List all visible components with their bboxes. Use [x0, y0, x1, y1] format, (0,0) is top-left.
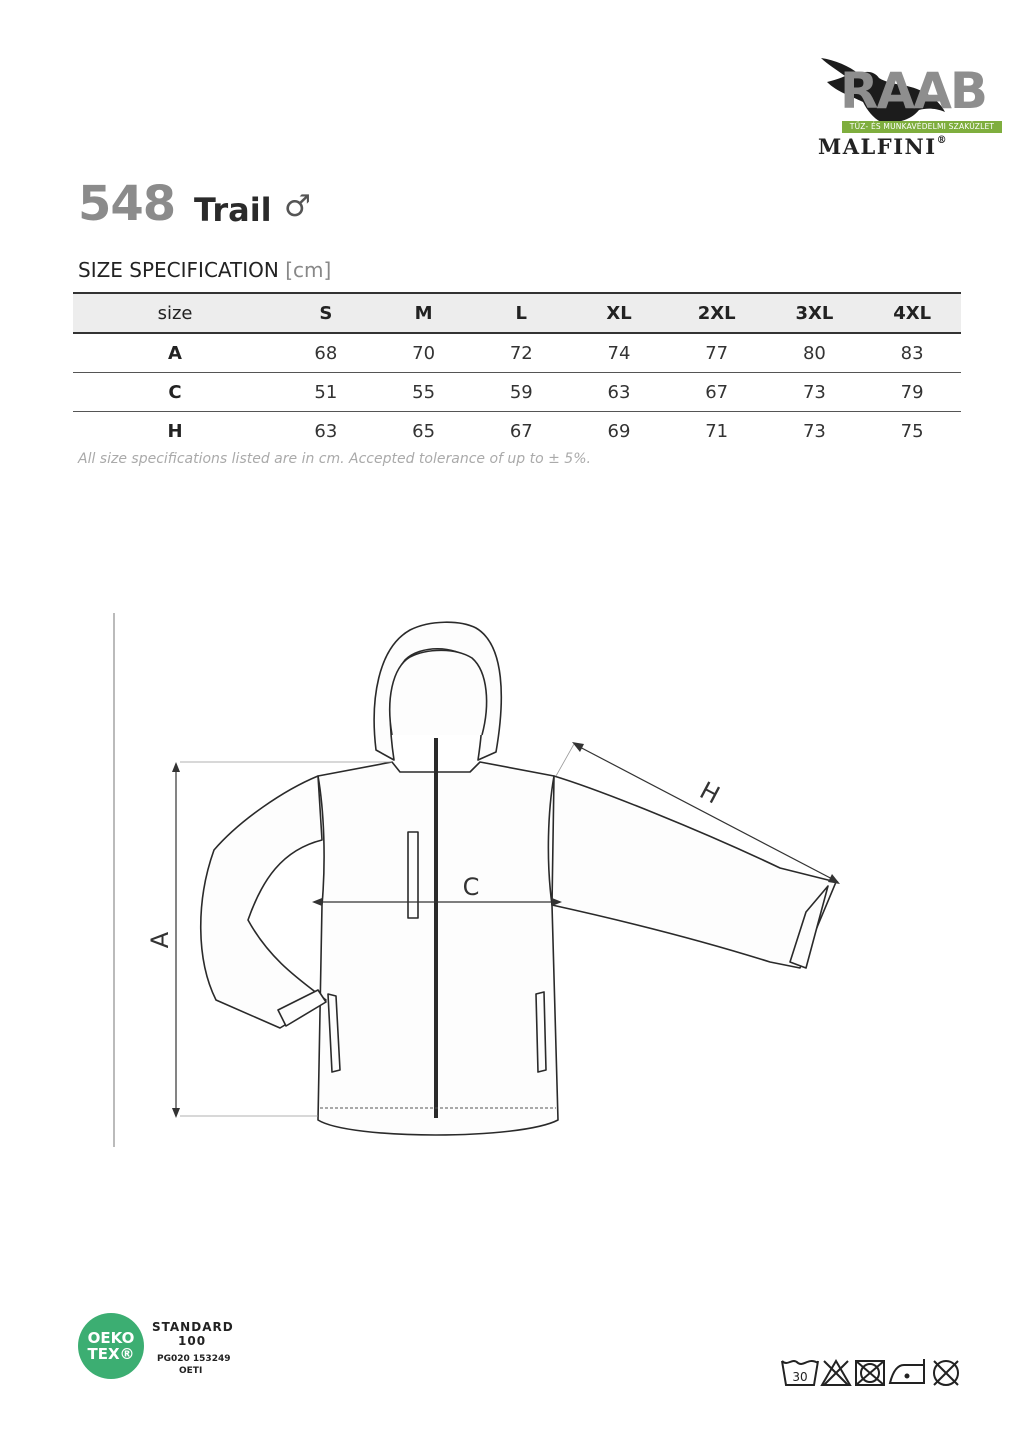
wash-temp: 30 — [792, 1370, 808, 1384]
table-cell: 51 — [277, 373, 375, 412]
header-cell: M — [375, 293, 473, 333]
table-cell: 67 — [509, 420, 533, 442]
jacket-right-pocket — [536, 992, 546, 1072]
size-table — [73, 292, 961, 450]
table-cell: 67 — [668, 373, 766, 412]
section-title — [78, 260, 331, 280]
no-dry-clean-icon — [934, 1361, 958, 1385]
header-cell: size — [73, 293, 277, 333]
measure-h-guide — [556, 744, 574, 776]
tolerance-note: All size specifications listed are in cm. Accepted tolerance of up to ± 5%. — [78, 451, 591, 467]
spec-title-text: SIZE SPECIFICATION — [78, 258, 279, 282]
standard-label: STANDARD — [152, 1320, 234, 1334]
table-cell: 63 — [314, 420, 338, 442]
table-cell: 73 — [766, 373, 864, 412]
header-cell: 3XL — [766, 293, 864, 333]
no-tumble-dry-icon — [856, 1361, 884, 1385]
brand-logo-text: RAAB — [840, 62, 987, 120]
registered-mark: ® — [936, 135, 949, 146]
measure-a-label: A — [146, 931, 174, 949]
header-cell: XL — [570, 293, 668, 333]
badge-line-1: OEKO — [87, 1329, 135, 1347]
maker-logo — [818, 136, 948, 157]
wash-30-icon — [782, 1361, 818, 1385]
table-cell: 83 — [863, 333, 961, 373]
table-cell: 71 — [705, 420, 729, 442]
table-cell: 73 — [802, 420, 826, 442]
jacket-right-sleeve — [552, 776, 836, 968]
badge-line-2: TEX® — [87, 1345, 135, 1363]
certifying-institute: OETI — [179, 1366, 203, 1376]
jacket-hood-lining — [390, 650, 487, 735]
jacket-left-sleeve — [201, 776, 326, 1028]
care-instructions — [780, 1355, 965, 1389]
header-cell: 4XL — [863, 293, 961, 333]
certificate-number: PG020 153249 — [157, 1354, 231, 1364]
table-cell: 65 — [412, 420, 436, 442]
row-label: H — [167, 420, 183, 442]
table-row — [73, 412, 961, 451]
table-cell: 74 — [570, 333, 668, 373]
brand-tagline: TŰZ- ÉS MUNKAVÉDELMI SZAKÜZLET — [842, 121, 1002, 133]
header-cell: L — [472, 293, 570, 333]
measure-c-label: C — [462, 873, 480, 901]
table-cell: 75 — [900, 420, 924, 442]
iron-low-icon — [890, 1359, 924, 1383]
table-cell: 59 — [472, 373, 570, 412]
table-header-row — [73, 293, 961, 333]
measure-a-arrow-bottom — [172, 1108, 180, 1118]
male-icon: ♂ — [284, 189, 311, 224]
no-bleach-icon — [822, 1361, 850, 1385]
table-cell: 79 — [863, 373, 961, 412]
row-label: A — [73, 333, 277, 373]
oeko-tex-badge — [78, 1313, 144, 1379]
table-cell: 80 — [766, 333, 864, 373]
jacket-chest-pocket — [408, 832, 418, 918]
table-row — [73, 333, 961, 373]
product-code: 548 — [78, 176, 176, 232]
table-cell: 77 — [668, 333, 766, 373]
table-cell: 70 — [375, 333, 473, 373]
table-cell: 63 — [570, 373, 668, 412]
table-row — [73, 373, 961, 412]
measure-h-label: H — [695, 776, 725, 810]
table-cell: 69 — [607, 420, 631, 442]
jacket-measurement-diagram — [100, 605, 980, 1165]
maker-name: MALFINI — [818, 134, 937, 159]
standard-number: 100 — [178, 1334, 207, 1348]
measure-h-arrow-start — [572, 742, 584, 752]
measure-a-arrow-top — [172, 762, 180, 772]
table-cell: 72 — [472, 333, 570, 373]
spec-unit: [cm] — [285, 258, 332, 282]
measure-c-arrow-left — [312, 898, 322, 906]
table-cell: 55 — [375, 373, 473, 412]
table-cell: 68 — [277, 333, 375, 373]
header-cell: 2XL — [668, 293, 766, 333]
row-label: C — [73, 373, 277, 412]
product-name: Trail — [194, 191, 272, 229]
header-cell: S — [277, 293, 375, 333]
